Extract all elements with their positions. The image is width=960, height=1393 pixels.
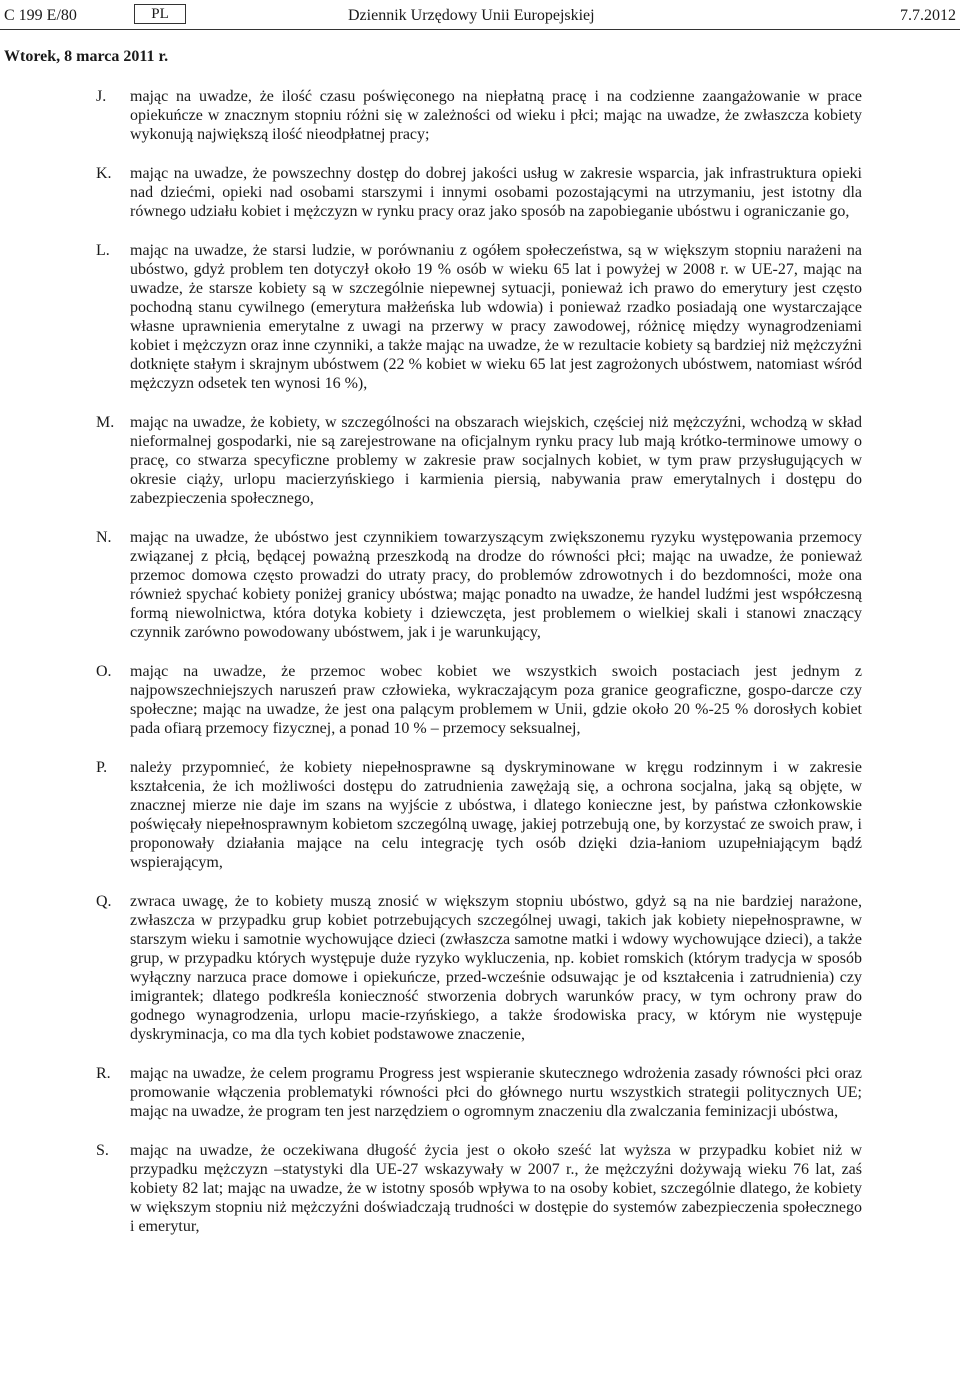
journal-title: Dziennik Urzędowy Unii Europejskiej — [348, 7, 595, 24]
recital-letter: K. — [96, 165, 112, 182]
recital-n — [0, 528, 960, 642]
recital-r — [0, 1064, 960, 1121]
recital-k — [0, 164, 960, 221]
recital-j — [0, 87, 960, 144]
recital-text: mając na uwadze, że ubóstwo jest czynnikiem towarzyszącym zwiększonemu ryzyku występowania przemocy związanej z płcią, będącej poważną przeszkodą na drodze do równości płci; mając na uwadze, że ponieważ przemoc domowa często prowadzi do utraty pracy, do problemów zdrowotnych i do bezdomności, może ona również spychać kobiety poniżej granicy ubóstwa; mając ponadto na uwadze, że handel ludźmi jest współczesną formą niewolnictwa, która dotyka kobiety i dziewczęta, jest problemem o wielkiej skali i stanowi znaczący czynnik zarówno powodowany ubóstwem, jak i je warunkujący, — [130, 529, 862, 641]
recital-text: mając na uwadze, że przemoc wobec kobiet we wszystkich swoich postaciach jest jednym z najpowszechniejszych naruszeń praw człowieka, wykraczającym poza granice geograficzne, gospo-darcze czy społeczne; mając na uwadze, że jest ona palącym problemem w Unii, gdzie około 20 %-25 % dorosłych kobiet pada ofiarą przemocy fizycznej, a ponad 10 % – przemocy seksualnej, — [130, 663, 862, 737]
language-badge: PL — [134, 4, 186, 24]
header-divider — [0, 29, 960, 30]
recital-letter: M. — [96, 414, 115, 431]
recital-l — [0, 241, 960, 393]
recital-letter: J. — [96, 88, 107, 105]
recital-p — [0, 758, 960, 872]
recital-letter: O. — [96, 663, 112, 680]
recital-text: zwraca uwagę, że to kobiety muszą znosić w większym stopniu ubóstwo, gdyż są na nie bardziej narażone, zwłaszcza w przypadku grup kobiet potrzebujących szczególnej uwagi, takich jak kobiety niepełnosprawne, w starszym wieku i samotnie wychowujące dzieci (zwłaszcza samotne matki i wdowy wychowujące dzieci), a także grup, w przypadku których występuje duże ryzyko wykluczenia, np. kobiet romskich (którym tradycja w sposób wyłączny narzuca prace domowe i opiekuńcze, przed-wcześnie odsuwając je od kształcenia i zatrudnienia) czy imigrantek; dlatego podkreśla konieczność stworzenia dobrych warunków pracy, w tym ochrony praw do godnego wynagrodzenia, urlopu macie-rzyńskiego, a także środowiska pracy, w którym nie występuje dyskryminacja, co ma dla tych kobiet podstawowe znaczenie, — [130, 893, 862, 1043]
recital-o — [0, 662, 960, 738]
sitting-date: Wtorek, 8 marca 2011 r. — [4, 48, 169, 65]
recital-letter: L. — [96, 242, 110, 259]
recital-text: mając na uwadze, że celem programu Progress jest wspieranie skutecznego wdrożenia zasady równości płci oraz promowanie włączenia problematyki równości płci do głównego nurtu wszystkich strategii politycznych UE; mając na uwadze, że program ten jest narzędziem o ogromnym znaczeniu dla zwalczania feminizacji ubóstwa, — [130, 1065, 862, 1120]
recital-m — [0, 413, 960, 508]
recital-letter: Q. — [96, 893, 112, 910]
recital-letter: P. — [96, 759, 108, 776]
recital-text: należy przypomnieć, że kobiety niepełnosprawne są dyskryminowane w kręgu rodzinnym i w zakresie kształcenia, że ich możliwości dostępu do zatrudnienia zawężają się, a ochrona socjalna, jaką są objęte, w znacznej mierze nie daje im szans na wyjście z ubóstwa, i dlatego konieczne jest, by państwa członkowskie poświęcały niepełnosprawnym kobietom szczególną uwagę, jakiej potrzebują one, by korzystać ze swoich praw, i proponowały działania mające na celu integrację tych osób dzięki dzia-łaniom uzupełniającym bądź wspierającym, — [130, 759, 862, 871]
recitals-list — [0, 87, 960, 1256]
recital-q — [0, 892, 960, 1044]
recital-letter: N. — [96, 529, 112, 546]
recital-letter: R. — [96, 1065, 111, 1082]
recital-text: mając na uwadze, że powszechny dostęp do dobrej jakości usług w zakresie wsparcia, jak infrastruktura opieki nad dziećmi, opieki nad osobami starszymi i innymi osobami pozostającymi na utrzymaniu, jest istotny dla równego udziału kobiet i mężczyzn w rynku pracy oraz jako sposób na zapobieganie ubóstwu i ograniczanie go, — [130, 165, 862, 220]
recital-text: mając na uwadze, że starsi ludzie, w porównaniu z ogółem społeczeństwa, są w większym stopniu narażeni na ubóstwo, gdyż problem ten dotyczył około 19 % osób w wieku 65 lat i powyżej w 2008 r. w UE-27, mając na uwadze, że starsze kobiety są w szczególnie niepewnej sytuacji, ponieważ ich prawo do emerytury jest często pochodną stanu cywilnego (emerytura małżeńska lub wdowia) i ponieważ rzadko posiadają one wystarczające własne uprawnienia emerytalne z uwagi na przerwy w pracy zawodowej, różnicę między wynagrodzeniami kobiet i mężczyzn oraz inne czynniki, a także mając na uwadze, że w rezultacie kobiety są bardziej niż mężczyźni dotknięte stałym i skrajnym ubóstwem (22 % kobiet w wieku 65 lat jest zagrożonych ubóstwem, natomiast wśród mężczyzn odsetek ten wynosi 16 %), — [130, 242, 862, 392]
recital-text: mając na uwadze, że kobiety, w szczególności na obszarach wiejskich, częściej niż mężczyźni, wchodzą w skład nieformalnej gospodarki, nie są zarejestrowane na oficjalnym rynku pracy lub mają krótko-terminowe umowy o pracę, co stwarza specyficzne problemy w zakresie praw socjalnych kobiet, w tym praw przysługujących w okresie ciąży, urlopu macierzyńskiego i karmienia piersią, nabywania praw emerytalnych i dostępu do zabezpieczenia społecznego, — [130, 414, 862, 507]
page-header — [0, 4, 960, 28]
recital-text: mając na uwadze, że oczekiwana długość życia jest o około sześć lat wyższa w przypadku kobiet niż w przypadku mężczyzn –statystyki dla UE-27 wskazywały w 2007 r., że mężczyźni dożywają wieku 76 lat, zaś kobiety 82 lat; mając na uwadze, że w istotny sposób wpływa to na osoby kobiet, szczególnie dlatego, że kobiety w większym stopniu niż mężczyźni doświadczają trudności w dostępie do systemów zabezpieczenia społecznego i emerytur, — [130, 1142, 862, 1235]
recital-letter: S. — [96, 1142, 109, 1159]
recital-s — [0, 1141, 960, 1236]
publication-date: 7.7.2012 — [900, 7, 956, 24]
recital-text: mając na uwadze, że ilość czasu poświęconego na niepłatną pracę i na codzienne zaangażowanie w prace opiekuńcze w znacznym stopniu różni się w zależności od wieku i płci; mając na uwadze, że zwłaszcza kobiety wykonują największą ilość nieodpłatnej pracy; — [130, 88, 862, 143]
issue-number: C 199 E/80 — [4, 7, 77, 24]
